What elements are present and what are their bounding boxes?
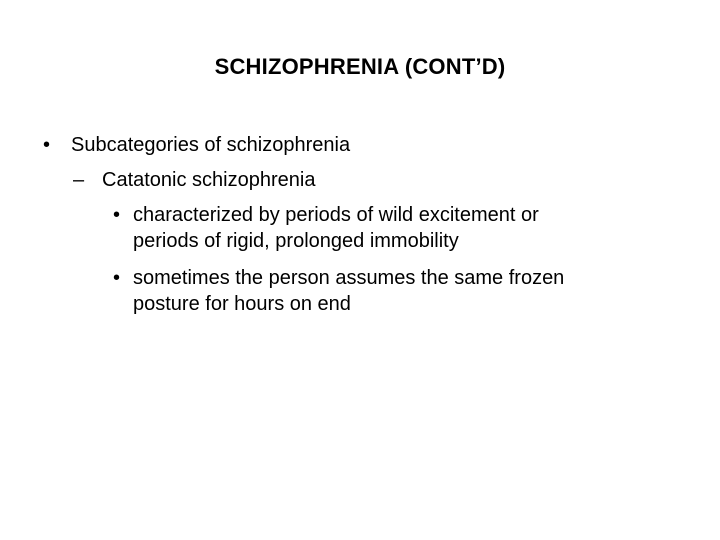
bullet-text: Catatonic schizophrenia xyxy=(102,169,316,191)
bullet-marker: • xyxy=(43,134,51,156)
dash-marker: – xyxy=(73,169,85,191)
bullet-text-line-1: characterized by periods of wild excitement or xyxy=(133,204,539,226)
slide-title: SCHIZOPHRENIA (CONT’D) xyxy=(214,54,506,79)
bullet-level-3 xyxy=(0,202,720,254)
bullet-marker: • xyxy=(113,204,121,226)
bullet-level-3 xyxy=(0,265,720,317)
bullet-marker: • xyxy=(113,267,121,289)
bullet-level-1 xyxy=(0,132,720,158)
bullet-text-line-2: posture for hours on end xyxy=(133,293,351,315)
bullet-text: Subcategories of schizophrenia xyxy=(71,134,351,156)
bullet-level-2 xyxy=(0,167,720,193)
bullet-text-line-1: sometimes the person assumes the same frozen xyxy=(133,267,565,289)
bullet-text-line-2: periods of rigid, prolonged immobility xyxy=(133,230,459,252)
